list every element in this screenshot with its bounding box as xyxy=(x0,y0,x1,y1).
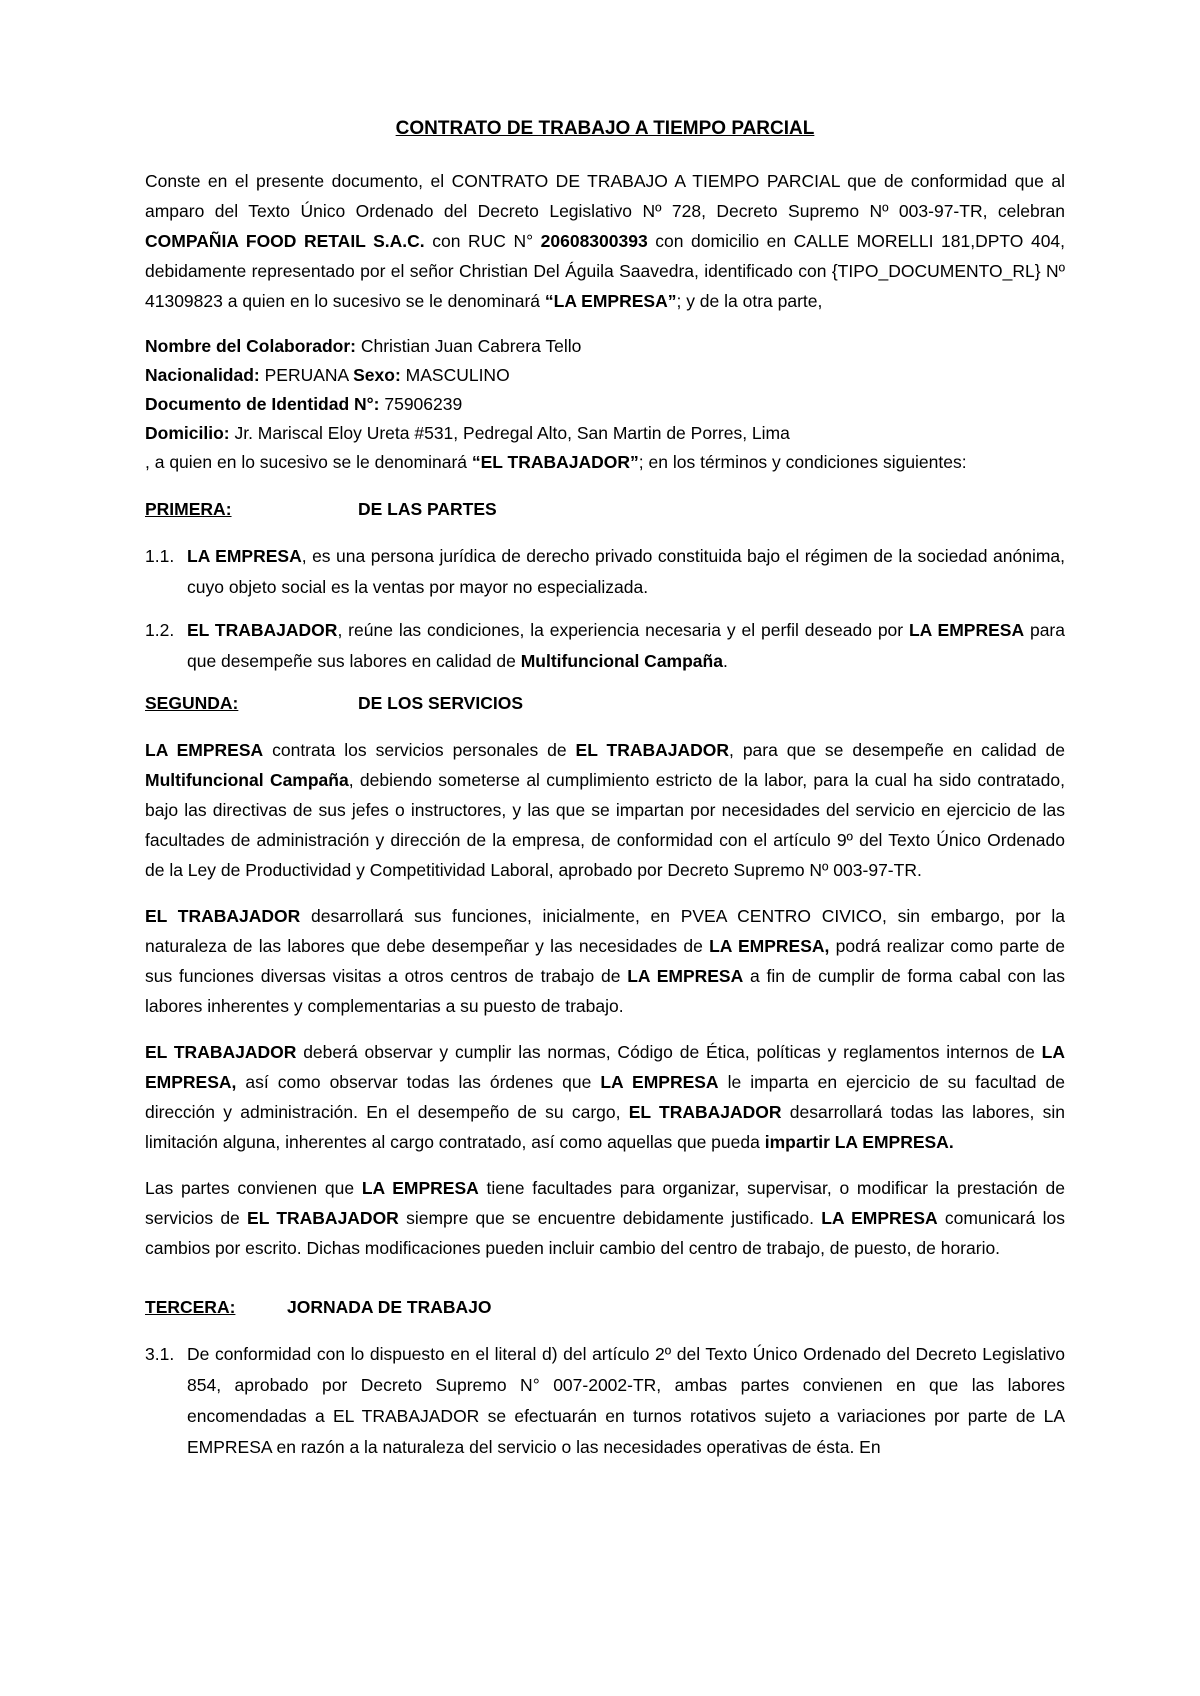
sex-label: Sexo: xyxy=(353,365,401,385)
bold-text-run: LA EMPRESA xyxy=(908,620,1025,640)
text-run: , es una persona jurídica de derecho privado constituida bajo el régimen de la sociedad anónima, cuyo objeto social es la ventas por mayor no especializada. xyxy=(187,546,1066,597)
item-number: 1.1. xyxy=(145,546,175,566)
clause-primera-number: PRIMERA: xyxy=(145,499,232,519)
id-document-value: 75906239 xyxy=(379,394,463,414)
document-title: CONTRATO DE TRABAJO A TIEMPO PARCIAL xyxy=(395,118,815,139)
bold-text-run: EL TRABAJADOR xyxy=(575,740,730,760)
collaborator-name-label: Nombre del Colaborador: xyxy=(145,336,356,356)
text-run: , reúne las condiciones, la experiencia necesaria y el perfil deseado por xyxy=(337,620,909,640)
bold-text-run: EL TRABAJADOR xyxy=(247,1208,399,1228)
bold-text-run: LA EMPRESA xyxy=(627,966,744,986)
text-run: con RUC N° xyxy=(424,231,541,251)
text-run: con domicilio en CALLE MORELLI 181,DPTO 404, debidamente representado por el señor Christian Del Águila Saavedra, identificado con {TIPO_DOCUMENTO_RL} Nº 41309823 a quien en lo sucesivo se le denominará xyxy=(145,231,1066,311)
clause-primera-heading xyxy=(145,495,1065,523)
bold-text-run: Multifuncional Campaña xyxy=(520,651,723,671)
bold-text-run: LA EMPRESA xyxy=(187,546,302,566)
bold-text-run: “EL TRABAJADOR” xyxy=(471,452,639,472)
section-spacer xyxy=(145,1279,1065,1293)
services-paragraph-3 xyxy=(145,1037,1065,1157)
clause-segunda-number: SEGUNDA: xyxy=(145,693,239,713)
collaborator-fields xyxy=(145,332,1065,477)
worker-designation-line xyxy=(145,448,1065,477)
text-run: , a quien en lo sucesivo se le denominará xyxy=(145,452,472,472)
nationality-row xyxy=(145,361,1065,390)
clause-tercera-name: JORNADA DE TRABAJO xyxy=(287,1297,492,1317)
text-run: comunicará los cambios por escrito. Dichas modificaciones pueden incluir cambio del centro de trabajo, de puesto, de horario. xyxy=(145,1208,1065,1258)
bold-text-run: EL TRABAJADOR xyxy=(145,906,301,926)
text-run: , para que se desempeñe en calidad de xyxy=(729,740,1065,760)
bold-text-run: Multifuncional Campaña xyxy=(145,770,349,790)
text-run: Las partes convienen que xyxy=(145,1178,362,1198)
item-text xyxy=(187,615,1065,677)
clause-tercera-heading xyxy=(145,1293,1065,1321)
clause-primera-name: DE LAS PARTES xyxy=(358,499,497,519)
collaborator-name-value: Christian Juan Cabrera Tello xyxy=(356,336,582,356)
text-run: podrá realizar como parte de sus funciones diversas visitas a otros centros de trabajo de xyxy=(145,936,1065,986)
item-text xyxy=(187,1339,1065,1463)
text-run: , debiendo someterse al cumplimiento estricto de la labor, para la cual ha sido contratado, bajo las directivas de sus jefes o instructores, y las que se impartan por necesidades del servicio en ejercicio de las facultades de administración y dirección de la empresa, de conformidad con el artículo 9º del Texto Único Ordenado de la Ley de Productividad y Competitividad Laboral, aprobado por Decreto Supremo Nº 003-97-TR. xyxy=(145,770,1065,880)
clause-tercera-number: TERCERA: xyxy=(145,1297,236,1317)
bold-text-run: EL TRABAJADOR xyxy=(187,620,338,640)
text-run: Conste en el presente documento, el CONTRATO DE TRABAJO A TIEMPO PARCIAL que de conformidad que al amparo del Texto Único Ordenado del Decreto Legislativo Nº 728, Decreto Supremo Nº 003-97-TR, celebran xyxy=(145,171,1065,221)
bold-text-run: LA EMPRESA, xyxy=(145,1042,1065,1092)
text-run: desarrollará sus funciones, inicialmente, en PVEA CENTRO CIVICO, sin embargo, por la naturaleza de las labores que debe desempeñar y las necesidades de xyxy=(145,906,1065,956)
clause-segunda-name: DE LOS SERVICIOS xyxy=(358,693,523,713)
item-text xyxy=(187,541,1065,603)
text-run: tiene facultades para organizar, supervisar, o modificar la prestación de servicios de xyxy=(145,1178,1065,1228)
services-paragraph-4 xyxy=(145,1173,1065,1263)
bold-text-run: COMPAÑIA FOOD RETAIL S.A.C. xyxy=(145,231,425,251)
address-label: Domicilio: xyxy=(145,423,230,443)
text-run: desarrollará todas las labores, sin limitación alguna, inherentes al cargo contratado, así como aquellas que pueda xyxy=(145,1102,1065,1152)
collaborator-name-row xyxy=(145,332,1065,361)
address-row xyxy=(145,419,1065,448)
bold-text-run: EL TRABAJADOR xyxy=(145,1042,297,1062)
address-value: Jr. Mariscal Eloy Ureta #531, Pedregal Alto, San Martin de Porres, Lima xyxy=(229,423,790,443)
document-body xyxy=(145,118,1065,1475)
bold-text-run: impartir LA EMPRESA. xyxy=(764,1132,954,1152)
text-run: . xyxy=(722,651,728,671)
id-document-row xyxy=(145,390,1065,419)
bold-text-run: LA EMPRESA, xyxy=(709,936,830,956)
bold-text-run: “LA EMPRESA” xyxy=(544,291,677,311)
bold-text-run: EL TRABAJADOR xyxy=(628,1102,782,1122)
services-paragraph-2 xyxy=(145,901,1065,1021)
sex-value: MASCULINO xyxy=(400,365,510,385)
list-item xyxy=(145,1339,1065,1463)
list-item xyxy=(145,615,1065,677)
text-run: De conformidad con lo dispuesto en el literal d) del artículo 2º del Texto Único Ordenado del Decreto Legislativo 854, aprobado por Decreto Supremo N° 007-2002-TR, ambas partes convienen en que las labores encomendadas a EL TRABAJADOR se efectuarán en turnos rotativos sujeto a variaciones por parte de LA EMPRESA en razón a la naturaleza del servicio o las necesidades operativas de ésta. En xyxy=(187,1344,1065,1457)
bold-text-run: LA EMPRESA xyxy=(821,1208,938,1228)
list-item xyxy=(145,541,1065,603)
bold-text-run: LA EMPRESA xyxy=(145,740,264,760)
text-run: así como observar todas las órdenes que xyxy=(236,1072,601,1092)
nationality-value: PERUANA xyxy=(259,365,354,385)
services-paragraph-1 xyxy=(145,735,1065,885)
text-run: siempre que se encuentre debidamente justificado. xyxy=(398,1208,822,1228)
text-run: contrata los servicios personales de xyxy=(263,740,576,760)
text-run: ; en los términos y condiciones siguientes: xyxy=(638,452,967,472)
text-run: deberá observar y cumplir las normas, Código de Ética, políticas y reglamentos internos de xyxy=(296,1042,1042,1062)
text-run: para que desempeñe sus labores en calidad de xyxy=(187,620,1065,671)
bold-text-run: LA EMPRESA xyxy=(600,1072,719,1092)
id-document-label: Documento de Identidad N°: xyxy=(145,394,380,414)
text-run: le imparta en ejercicio de su facultad de dirección y administración. En el desempeño de su cargo, xyxy=(145,1072,1065,1122)
bold-text-run: LA EMPRESA xyxy=(361,1178,479,1198)
text-run: ; y de la otra parte, xyxy=(676,291,823,311)
bold-text-run: 20608300393 xyxy=(540,231,648,251)
nationality-label: Nacionalidad: xyxy=(145,365,260,385)
item-number: 1.2. xyxy=(145,620,175,640)
clause-segunda-heading xyxy=(145,689,1065,717)
text-run: a fin de cumplir de forma cabal con las labores inherentes y complementarias a su puesto de trabajo. xyxy=(145,966,1065,1016)
item-number: 3.1. xyxy=(145,1344,175,1364)
intro-paragraph xyxy=(145,166,1065,316)
